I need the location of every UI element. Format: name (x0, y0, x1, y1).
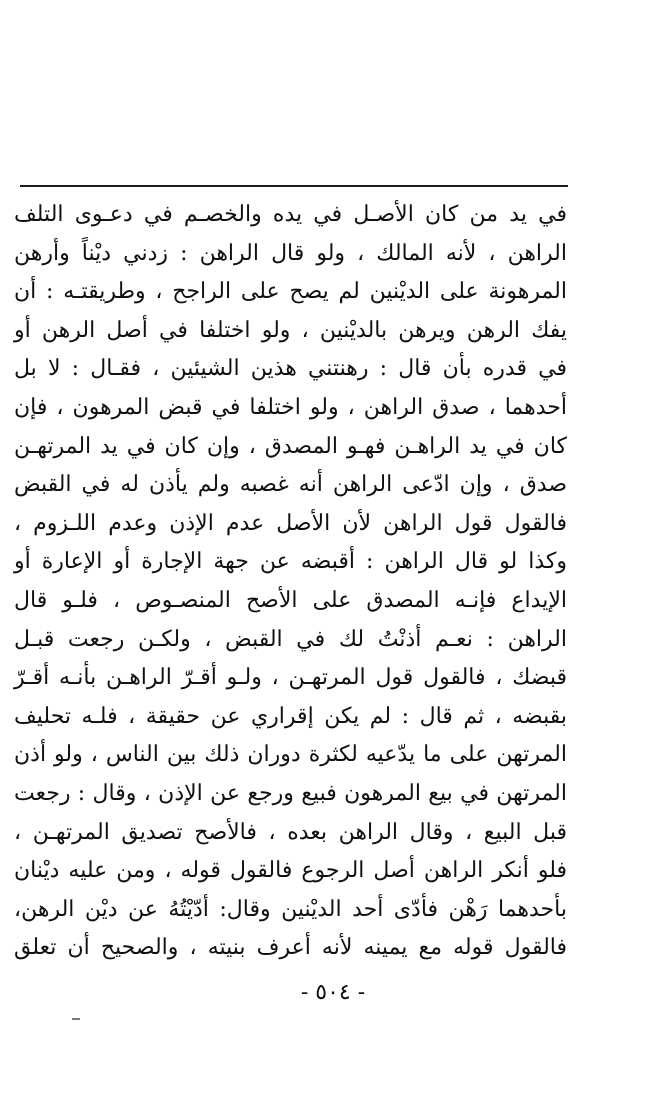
text-line: بأحدهما رَهْن فأدّى أحد الديْنين وقال: أدّيْتُهُ عن ديْن الرهن، (14, 896, 567, 922)
text-line: في يد من كان الأصـل في يده والخصـم في دعـوى التلف (14, 202, 567, 227)
text-line: يفك الرهن ويرهن بالديْنين ، ولو اختلفا في أصل الرهن أو (14, 317, 567, 343)
text-line: قبل البيع ، وقال الراهن بعده ، فالأصح تصديق المرتهـن ، (14, 819, 567, 845)
text-line: فالقول قول الراهن لأن الأصل عدم الإذن وعدم اللـزوم ، (14, 510, 567, 536)
text-line: كان في يد الراهـن فهـو المصدق ، وإن كان في يد المرتهـن (14, 433, 567, 459)
text-line: الإيداع فإنـه المصدق على الأصح المنصـوص ، فلـو قال (14, 587, 567, 613)
text-line: المرتهن على ما يدّعيه لكثرة دوران ذلك بين الناس ، ولو أذن (14, 742, 567, 768)
text-line: فلو أنكر الراهن أصل الرجوع فالقول قوله ، ومن عليه ديْنان (14, 858, 567, 884)
page-number: - ٥٠٤ - (300, 980, 366, 1005)
text-line: الراهن : نعـم أذنْتُ لك في القبض ، ولكـن رجعت قبـل (14, 626, 567, 652)
text-line: أحدهما ، صدق الراهن ، ولو اختلفا في قبض المرهون ، فإن (14, 394, 567, 420)
text-line: في قدره بأن قال : رهنتني هذين الشيئين ، فقـال : لا بل (14, 356, 567, 382)
text-line: قبضك ، فالقول قول المرتهـن ، ولـو أقـرّ الراهـن بأنـه أقـرّ (14, 665, 567, 691)
text-line: الراهن ، لأنه المالك ، ولو قال الراهن : زدني ديْناً وأرهن (14, 240, 567, 266)
text-line: صدق ، وإن ادّعى الراهن أنه غصبه ولم يأذن له في القبض (14, 472, 567, 498)
text-line: فالقول قوله مع يمينه لأنه أعرف بنيته ، والصحيح أن تعلق (14, 935, 567, 961)
text-line: بقبضه ، ثم قال : لم يكن إقراري عن حقيقة ، فلـه تحليف (14, 703, 567, 729)
text-line: المرتهن في بيع المرهون فبيع ورجع عن الإذن ، وقال : رجعت (14, 780, 567, 806)
top-rule (20, 185, 568, 187)
text-line: وكذا لو قال الراهن : أقبضه عن جهة الإجارة أو الإعارة أو (14, 549, 567, 575)
scan-mark (72, 1018, 80, 1020)
text-line: المرهونة على الديْنين لم يصح على الراجح ، وطريقتـه : أن (14, 279, 567, 305)
body-text (14, 196, 567, 968)
